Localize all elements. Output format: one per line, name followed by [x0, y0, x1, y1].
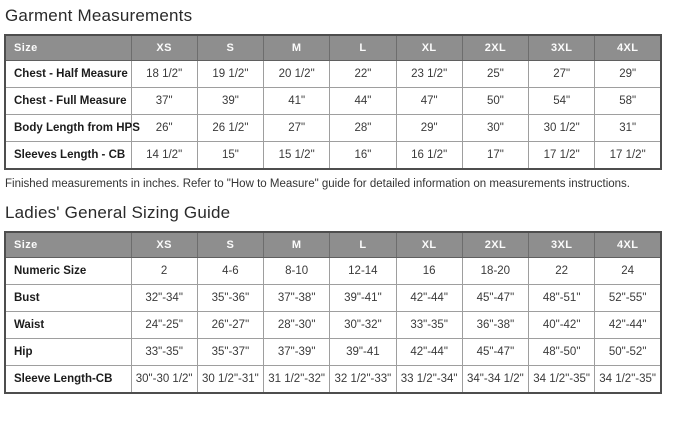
value-cell: 44": [330, 88, 396, 115]
value-cell: 34"-34 1/2": [462, 366, 528, 394]
value-cell: 35"-36": [197, 285, 263, 312]
value-cell: 17 1/2": [595, 142, 661, 170]
table-row: [5, 115, 661, 142]
value-cell: 39": [197, 88, 263, 115]
value-cell: 16: [396, 258, 462, 285]
size-header-m: M: [264, 232, 330, 258]
value-cell: 32"-34": [131, 285, 197, 312]
size-header-2xl: 2XL: [462, 232, 528, 258]
row-label: Numeric Size: [5, 258, 131, 285]
size-header-3xl: 3XL: [529, 232, 595, 258]
value-cell: 24: [595, 258, 661, 285]
size-header-l: L: [330, 232, 396, 258]
value-cell: 31": [595, 115, 661, 142]
size-header-4xl: 4XL: [595, 232, 661, 258]
size-header-xs: XS: [131, 35, 197, 61]
value-cell: 52"-55": [595, 285, 661, 312]
value-cell: 28"-30": [264, 312, 330, 339]
value-cell: 33"-35": [396, 312, 462, 339]
value-cell: 48"-50": [529, 339, 595, 366]
value-cell: 12-14: [330, 258, 396, 285]
table-row: [5, 142, 661, 170]
value-cell: 27": [529, 61, 595, 88]
value-cell: 23 1/2": [396, 61, 462, 88]
measurements-footnote: Finished measurements in inches. Refer to "How to Measure" guide for detailed information on measurements instructions.: [5, 178, 630, 190]
value-cell: 14 1/2": [131, 142, 197, 170]
value-cell: 45"-47": [462, 339, 528, 366]
value-cell: 42"-44": [396, 339, 462, 366]
size-header-l: L: [330, 35, 396, 61]
value-cell: 20 1/2": [264, 61, 330, 88]
ladies-sizing-section: [4, 203, 682, 394]
value-cell: 31 1/2"-32": [264, 366, 330, 394]
value-cell: 28": [330, 115, 396, 142]
value-cell: 15": [197, 142, 263, 170]
value-cell: 50"-52": [595, 339, 661, 366]
value-cell: 42"-44": [396, 285, 462, 312]
value-cell: 37"-38": [264, 285, 330, 312]
value-cell: 29": [396, 115, 462, 142]
value-cell: 39"-41: [330, 339, 396, 366]
value-cell: 35"-37": [197, 339, 263, 366]
value-cell: 22: [529, 258, 595, 285]
value-cell: 48"-51": [529, 285, 595, 312]
value-cell: 16 1/2": [396, 142, 462, 170]
row-label: Chest - Half Measure: [5, 61, 131, 88]
value-cell: 42"-44": [595, 312, 661, 339]
row-label: Body Length from HPS: [5, 115, 131, 142]
size-header-xl: XL: [396, 232, 462, 258]
value-cell: 30 1/2"-31": [197, 366, 263, 394]
row-label: Waist: [5, 312, 131, 339]
value-cell: 30 1/2": [529, 115, 595, 142]
value-cell: 8-10: [264, 258, 330, 285]
table-row: [5, 366, 661, 394]
size-header-2xl: 2XL: [462, 35, 528, 61]
value-cell: 47": [396, 88, 462, 115]
value-cell: 33 1/2"-34": [396, 366, 462, 394]
value-cell: 18 1/2": [131, 61, 197, 88]
value-cell: 34 1/2"-35": [595, 366, 661, 394]
value-cell: 50": [462, 88, 528, 115]
value-cell: 30"-32": [330, 312, 396, 339]
value-cell: 32 1/2"-33": [330, 366, 396, 394]
row-label: Sleeve Length-CB: [5, 366, 131, 394]
value-cell: 26": [131, 115, 197, 142]
value-cell: 26 1/2": [197, 115, 263, 142]
value-cell: 19 1/2": [197, 61, 263, 88]
table-row: [5, 258, 661, 285]
value-cell: 36"-38": [462, 312, 528, 339]
size-header-xl: XL: [396, 35, 462, 61]
header-row: [5, 232, 661, 258]
header-row: [5, 35, 661, 61]
table-row: [5, 61, 661, 88]
garment-measurements-table: [4, 34, 662, 170]
value-cell: 54": [529, 88, 595, 115]
value-cell: 15 1/2": [264, 142, 330, 170]
value-cell: 37": [131, 88, 197, 115]
value-cell: 27": [264, 115, 330, 142]
value-cell: 34 1/2"-35": [529, 366, 595, 394]
value-cell: 24"-25": [131, 312, 197, 339]
value-cell: 33"-35": [131, 339, 197, 366]
table-row: [5, 285, 661, 312]
ladies-sizing-table: [4, 231, 662, 394]
value-cell: 37"-39": [264, 339, 330, 366]
row-label: Sleeves Length - CB: [5, 142, 131, 170]
size-column-header: Size: [5, 232, 131, 258]
value-cell: 22": [330, 61, 396, 88]
row-label: Hip: [5, 339, 131, 366]
value-cell: 58": [595, 88, 661, 115]
value-cell: 17 1/2": [529, 142, 595, 170]
row-label: Bust: [5, 285, 131, 312]
row-label: Chest - Full Measure: [5, 88, 131, 115]
value-cell: 30": [462, 115, 528, 142]
value-cell: 40"-42": [529, 312, 595, 339]
table-row: [5, 312, 661, 339]
size-header-xs: XS: [131, 232, 197, 258]
table-row: [5, 88, 661, 115]
value-cell: 26"-27": [197, 312, 263, 339]
value-cell: 25": [462, 61, 528, 88]
size-column-header: Size: [5, 35, 131, 61]
size-header-m: M: [264, 35, 330, 61]
value-cell: 30"-30 1/2": [131, 366, 197, 394]
ladies-sizing-title: Ladies' General Sizing Guide: [5, 203, 231, 222]
size-header-4xl: 4XL: [595, 35, 661, 61]
garment-measurements-section: [4, 6, 682, 190]
value-cell: 45"-47": [462, 285, 528, 312]
garment-measurements-title: Garment Measurements: [5, 6, 193, 25]
size-header-s: S: [197, 232, 263, 258]
value-cell: 41": [264, 88, 330, 115]
value-cell: 17": [462, 142, 528, 170]
value-cell: 18-20: [462, 258, 528, 285]
table-row: [5, 339, 661, 366]
value-cell: 2: [131, 258, 197, 285]
size-header-s: S: [197, 35, 263, 61]
value-cell: 39"-41": [330, 285, 396, 312]
value-cell: 16": [330, 142, 396, 170]
value-cell: 29": [595, 61, 661, 88]
value-cell: 4-6: [197, 258, 263, 285]
size-header-3xl: 3XL: [529, 35, 595, 61]
